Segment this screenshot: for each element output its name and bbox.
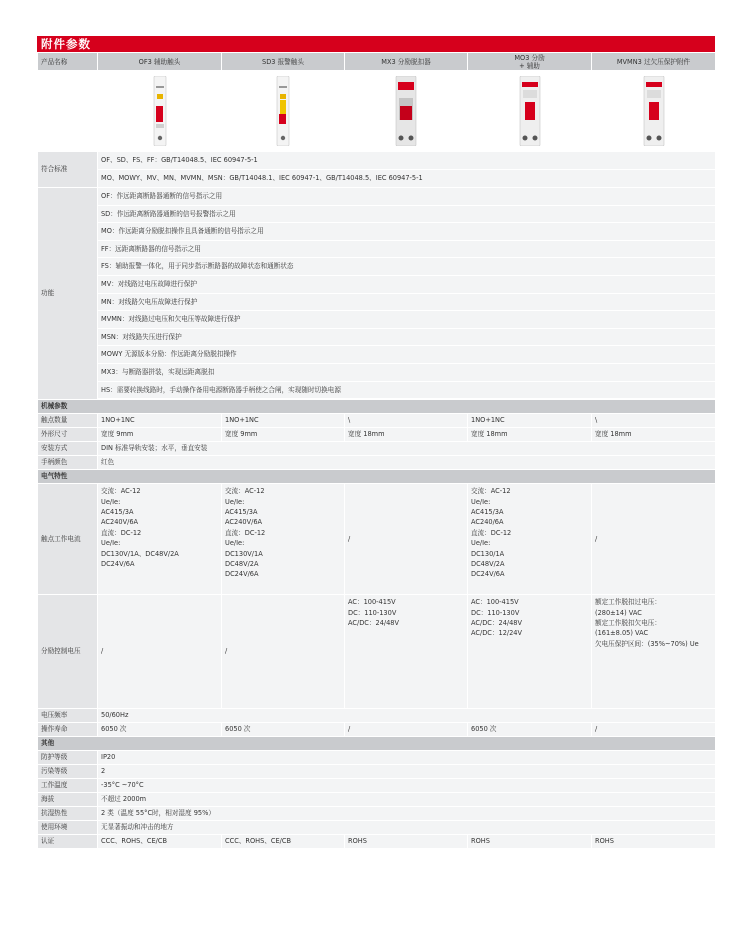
header-label: 产品名称 [38, 53, 98, 71]
temperature-label: 工作温度 [38, 779, 98, 793]
cell-line: 交流：AC-12 [225, 487, 265, 496]
mounting-label: 安装方式 [38, 442, 98, 456]
of3-device-icon [153, 76, 167, 146]
life-sd3: 6050 次 [222, 723, 345, 737]
product-name-mx3: MX3 分励脱扣器 [345, 53, 468, 71]
shunt-voltage-mx3 [345, 595, 468, 709]
shunt-voltage-row [38, 595, 716, 709]
cell-line: AC415/3A [471, 507, 504, 516]
altitude-value: 不超过 2000m [98, 793, 716, 807]
dimensions-of3: 宽度 9mm [98, 428, 222, 442]
cell-line: Ue/Ie: [225, 539, 245, 548]
pollution-value: 2 [98, 765, 716, 779]
product-name-mvmn3: MVMN3 过欠压保护附件 [592, 53, 716, 71]
contact-count-mo3: 1NO+1NC [468, 414, 592, 428]
product-name-mo3 [468, 53, 592, 71]
product-name-sd3: SD3 报警触头 [222, 53, 345, 71]
mo3-product-image [468, 71, 592, 152]
other-section-title: 其他 [38, 737, 716, 751]
mx3-device-icon [395, 76, 417, 146]
standards-line-1: OF、SD、FS、FF：GB/T14048.5、IEC 60947-5-1 [98, 152, 716, 170]
cell-line: AC/DC：24/48V [471, 618, 523, 627]
mx3-product-image [345, 71, 468, 152]
function-line: MX3：与断路器拼装，实现远距离脱扣 [98, 364, 715, 382]
mounting-value: DIN 标准导轨安装；水平，垂直安装 [98, 442, 716, 456]
ip-label: 防护等级 [38, 751, 98, 765]
electrical-section-title: 电气特性 [38, 470, 716, 484]
life-mx3: / [345, 723, 468, 737]
cell-line: 直流：DC-12 [471, 528, 512, 537]
function-line: MSN：对线路失压进行保护 [98, 329, 715, 347]
contact-current-sd3 [222, 484, 345, 595]
frequency-label: 电压频率 [38, 709, 98, 723]
parameter-table [37, 52, 716, 849]
certification-mx3: ROHS [345, 835, 468, 849]
shunt-voltage-of3: / [98, 595, 222, 709]
ip-value: IP20 [98, 751, 716, 765]
dimensions-row [38, 428, 716, 442]
function-lines [98, 188, 716, 400]
cell-line: DC48V/2A [225, 559, 259, 568]
electrical-section-row [38, 470, 716, 484]
cell-line: Ue/Ie: [225, 497, 245, 506]
function-line: MO：作远距离分励脱扣操作且具备通断的信号指示之用 [98, 223, 715, 241]
function-line: OF：作远距离断路器通断的信号指示之用 [98, 188, 715, 206]
standards-label: 符合标准 [38, 152, 98, 188]
cell-line: AC/DC：24/48V [348, 618, 400, 627]
image-row [38, 71, 716, 152]
cell-line: Ue/Ie: [471, 497, 491, 506]
contact-count-mx3: \ [345, 414, 468, 428]
environment-label: 使用环境 [38, 821, 98, 835]
sd3-product-image [222, 71, 345, 152]
dimensions-mvmn3: 宽度 18mm [592, 428, 716, 442]
mechanical-section-title: 机械参数 [38, 400, 716, 414]
cell-line: Ue/Ie: [471, 539, 491, 548]
cell-line: AC240/6A [471, 518, 504, 527]
contact-count-label: 触点数量 [38, 414, 98, 428]
handle-color-value: 红色 [98, 456, 716, 470]
pollution-row [38, 765, 716, 779]
product-name-mo3-text [471, 54, 588, 70]
product-name-of3: OF3 辅助触头 [98, 53, 222, 71]
dimensions-sd3: 宽度 9mm [222, 428, 345, 442]
section-title: 附件参数 [37, 36, 715, 52]
certification-mvmn3: ROHS [592, 835, 716, 849]
dimensions-label: 外形尺寸 [38, 428, 98, 442]
contact-current-mvmn3: / [592, 484, 716, 595]
certification-mo3: ROHS [468, 835, 592, 849]
environment-row [38, 821, 716, 835]
function-line: MVMN：对线路过电压和欠电压等故障进行保护 [98, 311, 715, 329]
shunt-voltage-label: 分励控制电压 [38, 595, 98, 709]
damp-heat-value: 2 类（温度 55°C时，相对湿度 95%） [98, 807, 716, 821]
contact-current-label: 触点工作电流 [38, 484, 98, 595]
header-row [38, 53, 716, 71]
altitude-label: 海拔 [38, 793, 98, 807]
contact-current-mo3 [468, 484, 592, 595]
handle-color-row [38, 456, 716, 470]
cell-line: DC：110-130V [348, 608, 397, 617]
mvmn3-product-image [592, 71, 716, 152]
certification-sd3: CCC、ROHS、CE/CB [222, 835, 345, 849]
cell-line: AC415/3A [101, 507, 134, 516]
function-line-list [98, 188, 715, 399]
temperature-row [38, 779, 716, 793]
damp-heat-row [38, 807, 716, 821]
environment-value: 无显著振动和冲击的地方 [98, 821, 716, 835]
cell-line: AC240V/6A [225, 518, 263, 527]
dimensions-mo3: 宽度 18mm [468, 428, 592, 442]
cell-line: DC24V/6A [101, 559, 135, 568]
life-label: 操作寿命 [38, 723, 98, 737]
function-line: SD：作远距离断路器通断的信号报警指示之用 [98, 206, 715, 224]
function-line: HS：需要转换线路时，手动操作备用电源断路器手柄使之合闸，实现随时切换电源 [98, 382, 715, 400]
standards-line-2: MO、MOWY、MV、MN、MVMN、MSN：GB/T14048.1、IEC 60947-1、GB/T14048.5、IEC 60947-5-1 [98, 170, 716, 188]
cell-line: Ue/Ie: [101, 539, 121, 548]
damp-heat-label: 抗湿热性 [38, 807, 98, 821]
cell-line: DC130V/1A [225, 549, 263, 558]
cell-line: 交流：AC-12 [101, 487, 141, 496]
shunt-voltage-mvmn3 [592, 595, 716, 709]
life-mvmn3: / [592, 723, 716, 737]
contact-current-row [38, 484, 716, 595]
pollution-label: 污染等级 [38, 765, 98, 779]
temperature-value: -35°C ~70°C [98, 779, 716, 793]
cell-line: AC：100-415V [471, 598, 519, 607]
life-of3: 6050 次 [98, 723, 222, 737]
life-mo3: 6050 次 [468, 723, 592, 737]
life-row [38, 723, 716, 737]
handle-color-label: 手柄颜色 [38, 456, 98, 470]
contact-count-sd3: 1NO+1NC [222, 414, 345, 428]
function-line: FS：辅助报警一体化，用于同步指示断路器的故障状态和通断状态 [98, 258, 715, 276]
dimensions-mx3: 宽度 18mm [345, 428, 468, 442]
shunt-voltage-sd3: / [222, 595, 345, 709]
cell-line: DC48V/2A [471, 559, 505, 568]
cell-line: 直流：DC-12 [101, 528, 142, 537]
shunt-voltage-mo3 [468, 595, 592, 709]
certification-of3: CCC、ROHS、CE/CB [98, 835, 222, 849]
contact-current-of3 [98, 484, 222, 595]
certification-label: 认证 [38, 835, 98, 849]
cell-line: (161±8.05) VAC [595, 629, 649, 638]
ip-row [38, 751, 716, 765]
frequency-row [38, 709, 716, 723]
contact-count-row [38, 414, 716, 428]
function-row [38, 188, 716, 400]
standards-row-1 [38, 152, 716, 170]
cell-line: 欠电压保护区间：(35%~70%) Ue [595, 639, 699, 648]
cell-line: AC/DC：12/24V [471, 629, 523, 638]
altitude-row [38, 793, 716, 807]
certification-row [38, 835, 716, 849]
mechanical-section-row [38, 400, 716, 414]
function-line: MV：对线路过电压故障进行保护 [98, 276, 715, 294]
accessory-parameter-sheet [37, 36, 715, 849]
contact-current-mx3: / [345, 484, 468, 595]
function-line: FF：远距离断路器的信号指示之用 [98, 241, 715, 259]
mvmn3-device-icon [643, 76, 665, 146]
function-line: MN：对线路欠电压故障进行保护 [98, 294, 715, 312]
cell-line: DC：110-130V [471, 608, 520, 617]
cell-line: DC24V/6A [225, 570, 259, 579]
cell-line: Ue/Ie: [101, 497, 121, 506]
mounting-row [38, 442, 716, 456]
cell-line: AC415/3A [225, 507, 258, 516]
cell-line: 交流：AC-12 [471, 487, 511, 496]
product-name-mo3-line: + 辅助 [519, 61, 540, 70]
function-line: MOWY 无源版本分励：作远距离分励脱扣操作 [98, 346, 715, 364]
contact-count-of3: 1NO+1NC [98, 414, 222, 428]
image-row-label [38, 71, 98, 152]
standards-row-2 [38, 170, 716, 188]
mo3-device-icon [519, 76, 541, 146]
other-section-row [38, 737, 716, 751]
cell-line: 额定工作脱扣过电压： [595, 598, 661, 607]
of3-product-image [98, 71, 222, 152]
cell-line: AC：100-415V [348, 598, 396, 607]
sd3-device-icon [276, 76, 290, 146]
cell-line: AC240V/6A [101, 518, 139, 527]
function-label: 功能 [38, 188, 98, 400]
cell-line: 直流：DC-12 [225, 528, 266, 537]
cell-line: DC130/1A [471, 549, 505, 558]
product-name-mo3-line: MO3 分励 [514, 53, 545, 62]
cell-line: 额定工作脱扣欠电压： [595, 618, 661, 627]
cell-line: (280±14) VAC [595, 608, 642, 617]
cell-line: DC130V/1A、DC48V/2A [101, 549, 179, 558]
contact-count-mvmn3: \ [592, 414, 716, 428]
frequency-value: 50/60Hz [98, 709, 716, 723]
cell-line: DC24V/6A [471, 570, 505, 579]
